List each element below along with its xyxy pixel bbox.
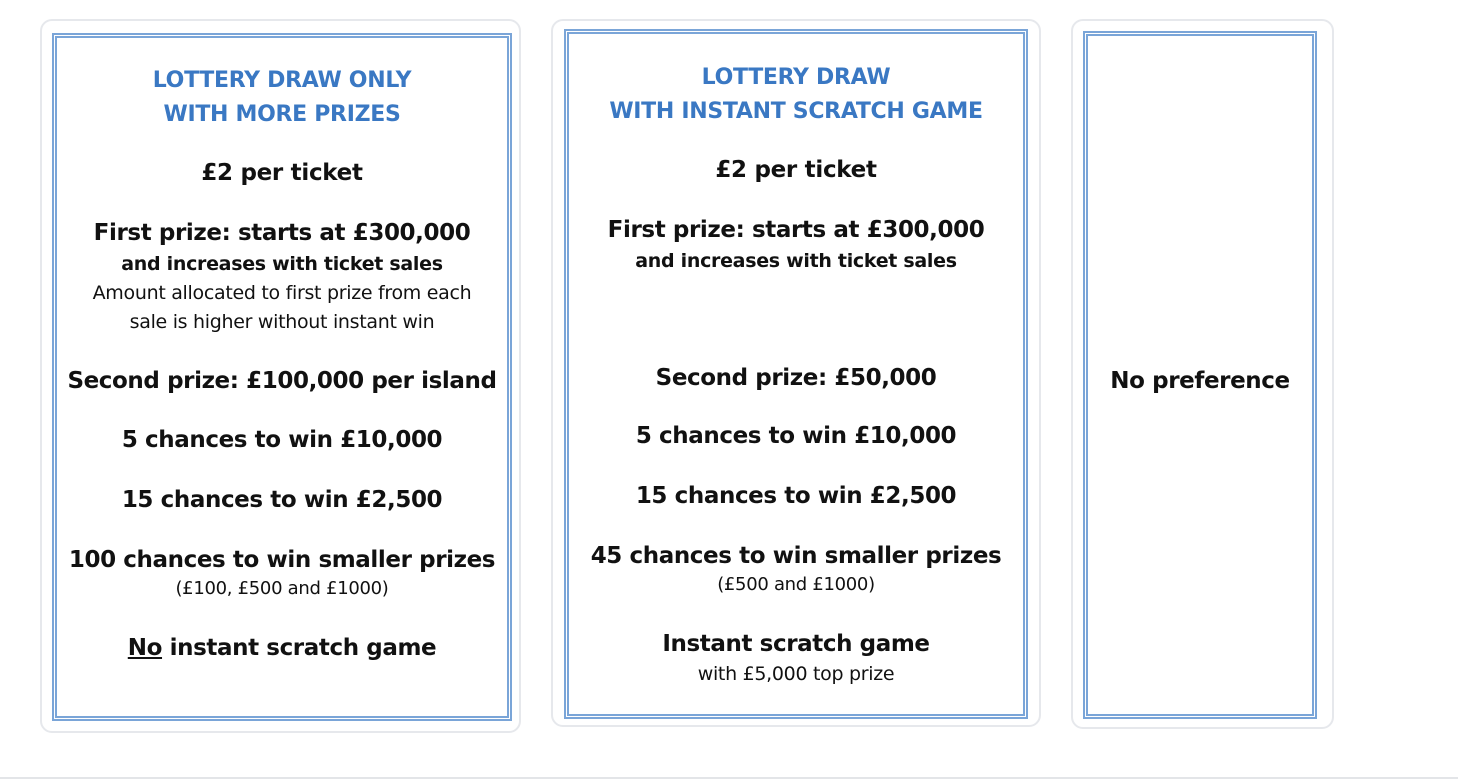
option-card-draw-with-scratch[interactable] xyxy=(551,19,1041,727)
option-content xyxy=(57,38,507,716)
scratch-rest: instant scratch game xyxy=(162,635,437,661)
second-prize: Second prize: £50,000 xyxy=(655,365,937,391)
chances-smaller: 45 chances to win smaller prizes xyxy=(590,543,1002,569)
first-prize: First prize: starts at £300,000 xyxy=(93,220,471,246)
option-content xyxy=(1088,36,1312,714)
bottom-divider xyxy=(0,777,1458,779)
option-price: £2 per ticket xyxy=(715,157,877,183)
first-prize-note-line2: sale is higher without instant win xyxy=(129,311,435,333)
chances-smaller: 100 chances to win smaller prizes xyxy=(68,547,496,573)
no-preference-label: No preference xyxy=(1110,368,1290,394)
option-frame xyxy=(1083,31,1317,719)
option-frame xyxy=(52,33,512,721)
scratch-note: with £5,000 top prize xyxy=(697,663,895,685)
option-card-no-preference[interactable] xyxy=(1071,19,1334,729)
scratch-no: No xyxy=(127,635,163,661)
option-card-draw-only[interactable] xyxy=(40,19,521,733)
option-content xyxy=(569,34,1023,714)
scratch-line: Instant scratch game xyxy=(662,631,930,657)
first-prize-sub: and increases with ticket sales xyxy=(121,253,443,275)
option-title-line2: WITH MORE PRIZES xyxy=(163,102,401,127)
first-prize-sub: and increases with ticket sales xyxy=(635,250,957,272)
scratch-line xyxy=(57,633,507,663)
chances-2500: 15 chances to win £2,500 xyxy=(121,487,443,513)
chances-smaller-note: (£100, £500 and £1000) xyxy=(175,578,389,599)
option-frame xyxy=(564,29,1028,719)
chances-10000: 5 chances to win £10,000 xyxy=(121,427,443,453)
second-prize: Second prize: £100,000 per island xyxy=(67,368,497,394)
option-title-line1: LOTTERY DRAW xyxy=(701,65,891,90)
chances-10000: 5 chances to win £10,000 xyxy=(635,423,957,449)
option-title-line1: LOTTERY DRAW ONLY xyxy=(152,68,412,93)
chances-2500: 15 chances to win £2,500 xyxy=(635,483,957,509)
chances-smaller-note: (£500 and £1000) xyxy=(717,574,875,595)
option-price: £2 per ticket xyxy=(201,160,363,186)
option-title-line2: WITH INSTANT SCRATCH GAME xyxy=(609,99,983,124)
first-prize-note-line1: Amount allocated to first prize from each xyxy=(92,282,472,304)
first-prize: First prize: starts at £300,000 xyxy=(607,217,985,243)
